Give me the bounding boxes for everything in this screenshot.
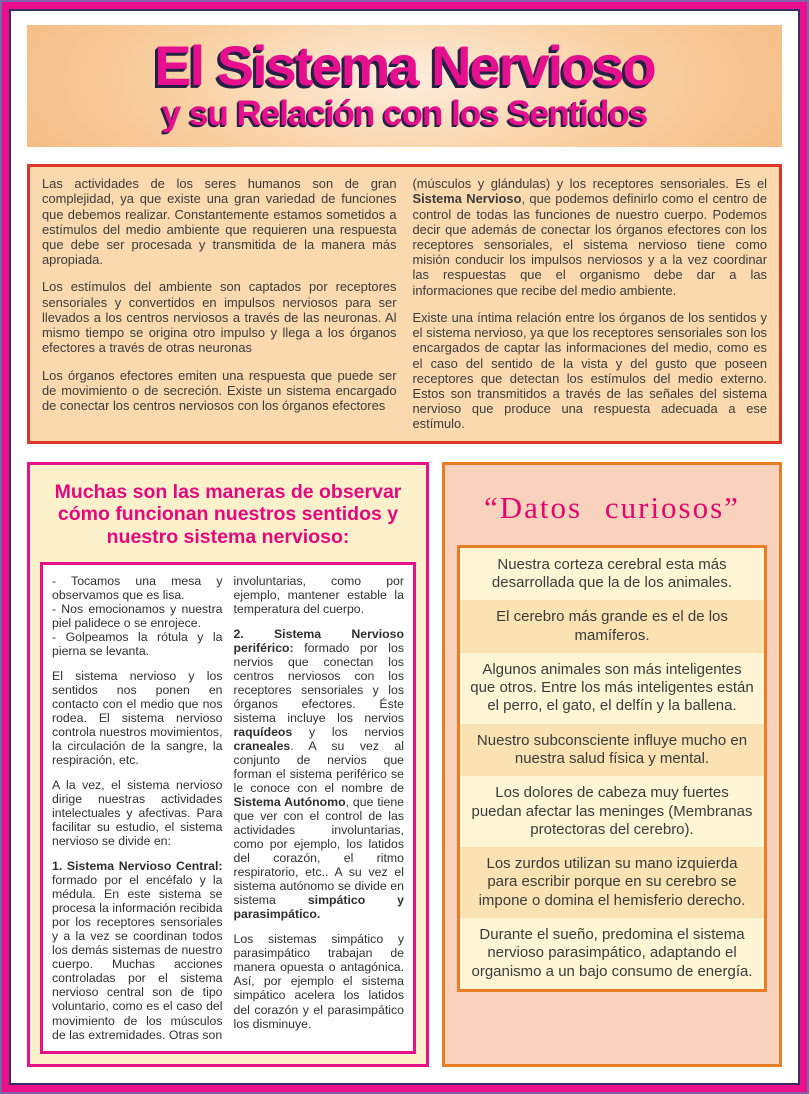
observe-inner-box [40, 562, 416, 1053]
observe-bullet: - Golpeamos la rótula y la pierna se levanta. [52, 630, 223, 659]
observe-heading: Muchas son las maneras de observar cómo funcionan nuestros sentidos y nuestro sistema nervioso: [54, 480, 402, 549]
fact-item: Los dolores de cabeza muy fuertes puedan afectar las meninges (Membranas protectoras del cerebro). [471, 784, 753, 838]
observe-paragraph: 1. Sistema Nervioso Central: formado por el encéfalo y la médula. En este sistema se procesa la información recibida por los receptores sensoriales y a la vez se coordinan todos los demás sistemas de nuestro cuerpo. Muchas acciones controladas por el sistema nervioso central son de tipo voluntario, como es el caso del movimiento de los músculos de las extremidades. Otras son [52, 859, 223, 1042]
intro-paragraph: Las actividades de los seres humanos son de gran complejidad, ya que existe una gran variedad de funciones que debemos realizar. Constantemente estamos sometidos a estímulos del medio ambiente que requieren una respuesta que debe ser procesada y transmitida de la manera más apropiada. [42, 176, 397, 268]
page-frame-magenta-band [2, 2, 807, 1092]
lower-section [27, 462, 782, 1067]
datos-curiosos-heading: “Datos curiosos” [484, 489, 740, 525]
observe-bullet: - Nos emocionamos y nuestra piel palidece o se enrojece. [52, 602, 223, 631]
observe-paragraph: 2. Sistema Nervioso periférico: formado por los nervios que conectan los centros nerviosos con los receptores sensoriales y los órganos efectores. Éste sistema incluye los nervios raquídeos y los nervios craneales. A su vez al conjunto de nervios que forman el sistema periférico se le conoce con el nombre de Sistema Autónomo, que tiene que ver con el control de las actividades involuntarias, como por ejemplo, los latidos del corazón, el ritmo respiratorio, etc.. A su vez el sistema autónomo se divide en sistema simpático y parasimpático. [233, 627, 405, 922]
intro-left-column [42, 176, 397, 432]
datos-curiosos-panel [442, 462, 782, 1067]
header-banner [27, 25, 782, 147]
observe-paragraph: Los sistemas simpático y parasimpático trabajan de manera opuesta o antagónica. Así, por ejemplo el sistema simpático acelera los latidos del corazón y el parasimpático los disminuye. [233, 932, 404, 1031]
fact-item: Los zurdos utilizan su mano izquierda para escribir porque en su cerebro se impone o domina el hemisferio derecho. [460, 847, 764, 918]
observe-bullet: - Tocamos una mesa y observamos que es lisa. [52, 574, 223, 603]
intro-paragraph: Los órganos efectores emiten una respuesta que puede ser de movimiento o de secreción. Existe un sistema encargado de conectar los centros nerviosos con los órganos efectores [42, 367, 397, 413]
page-title: El Sistema Nervioso [154, 34, 655, 97]
intro-right-column [413, 176, 768, 432]
intro-text-box [27, 164, 782, 444]
fact-item: Nuestra corteza cerebral esta más desarrollada que la de los animales. [491, 555, 733, 591]
observe-paragraph: El sistema nervioso y los sentidos nos ponen en contacto con el medio que nos rodea. El sistema nervioso controla nuestros movimientos, la circulación de la sangre, la respiración, etc. [52, 669, 223, 768]
intro-paragraph: Existe una íntima relación entre los órganos de los sentidos y el sistema nervioso, ya que los receptores sensoriales son los encargados de captar las informaciones del medio, como es el caso del sentido de la vista y del gusto que poseen receptores que detectan los estímulos del medio externo. Estos son transmitidos a través de las señales del sistema nervioso que produce una respuesta adecuada a ese estímulo. [412, 309, 767, 432]
observe-paragraph: A la vez, el sistema nervioso dirige nuestras actividades intelectuales y afectivas. Para facilitar su estudio, el sistema nervioso se divide en: [52, 778, 223, 849]
page-content-area [9, 9, 800, 1085]
page-subtitle: y su Relación con los Sentidos [161, 94, 648, 134]
observe-panel [27, 462, 429, 1067]
fact-item: Algunos animales son más inteligentes que otros. Entre los más inteligentes están el perro, el gato, el delfín y la ballena. [470, 660, 754, 715]
observe-column-1 [52, 574, 223, 1041]
intro-paragraph: Los estímulos del ambiente son captados por receptores sensoriales y convertidos en impulsos nerviosos para ser llevados a los centros nerviosos a través de las neuronas. Al mismo tiempo se origina otro impulso y llega a los órganos efectores a través de otras neuronas [42, 279, 397, 356]
intro-paragraph: (músculos y glándulas) y los receptores sensoriales. Es el Sistema Nervioso, que podemos definirlo como el centro de control de todas las funciones de nuestro cuerpo. Podemos decir que además de conectar los órganos efectores con los receptores sensoriales, el sistema nervioso tiene como misión conducir los impulsos nerviosos y a la vez coordinar las respuestas que el organismo debe dar a las informaciones que recibe del medio ambiente. [412, 176, 767, 298]
observe-column-2 [234, 574, 405, 1041]
observe-paragraph: involuntarias, como por ejemplo, mantener estable la temperatura del cuerpo. [233, 574, 404, 617]
fact-item: El cerebro más grande es el de los mamíferos. [460, 600, 764, 653]
fact-item: Nuestro subconsciente influye mucho en nuestra salud física y mental. [460, 724, 764, 777]
facts-list [457, 545, 767, 992]
fact-item: Durante el sueño, predomina el sistema nervioso parasimpático, adaptando el organismo a un bajo consumo de energía. [471, 926, 753, 980]
